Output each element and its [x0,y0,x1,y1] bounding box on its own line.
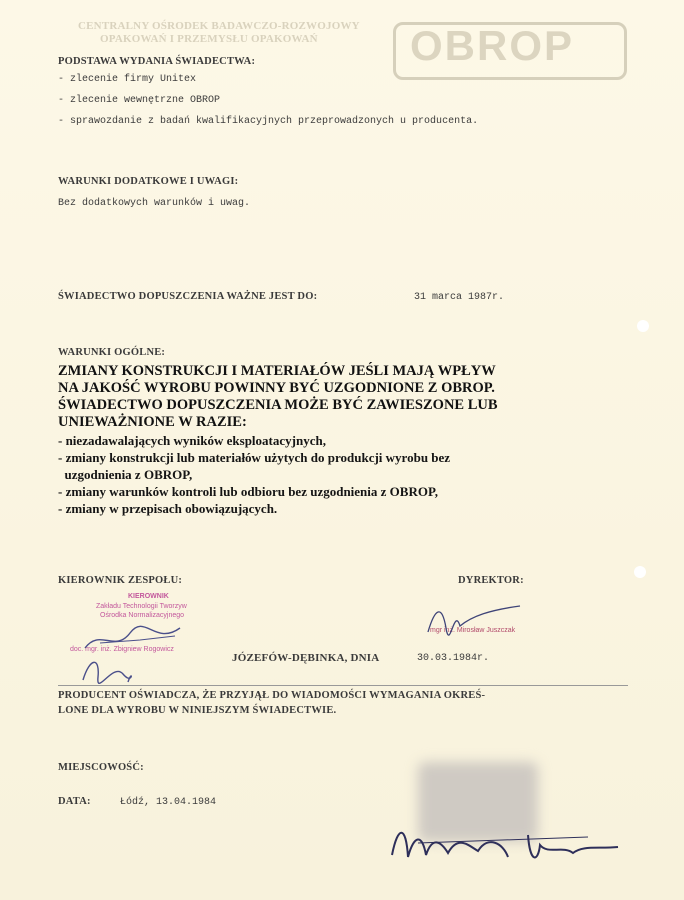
additional-text: Bez dodatkowych warunków i uwag. [58,198,251,209]
stamp-left-line-1: KIEROWNIK [128,593,169,600]
stamp-left-line-2: Zakładu Technologii Tworzyw [96,603,187,610]
producer-statement-line-2: LONE DLA WYROBU W NINIEJSZYM ŚWIADECTWIE. [58,705,337,716]
basis-title: PODSTAWA WYDANIA ŚWIADECTWA: [58,56,256,67]
place-label: MIEJSCOWOŚĆ: [58,762,144,773]
general-item-5: - zmiany w przepisach obowiązujących. [58,501,278,516]
stamp-left-name: doc. mgr. inż. Zbigniew Rogowicz [70,646,174,653]
obrop-logo: OBROP [410,22,575,69]
divider-line [58,685,628,686]
ghost-text-line-2: OPAKOWAŃ I PRZEMYSŁU OPAKOWAŃ [100,33,318,45]
place-date-label: JÓZEFÓW-DĘBINKA, DNIA [232,652,380,664]
basis-item-3: - sprawozdanie z badań kwalifikacyjnych przeprowadzonych u producenta. [58,116,479,127]
validity-value: 31 marca 1987r. [414,292,505,303]
general-item-2: - zmiany konstrukcji lub materiałów użytych do produkcji wyrobu bez [58,450,451,465]
general-bold-line-1: ZMIANY KONSTRUKCJI I MATERIAŁÓW JEŚLI MAJĄ WPŁYW [58,363,496,379]
date-label: DATA: [58,796,91,807]
stamp-left-line-3: Ośrodka Normalizacyjnego [100,612,185,619]
signature-producer [388,815,638,875]
validity-label: ŚWIADECTWO DOPUSZCZENIA WAŻNE JEST DO: [58,291,318,302]
place-date-value: 30.03.1984r. [417,653,490,664]
general-bold-line-4: UNIEWAŻNIONE W RAZIE: [58,414,247,430]
ghost-text-line-1: CENTRALNY OŚRODEK BADAWCZO-ROZWOJOWY [78,20,360,32]
producer-statement-line-1: PRODUCENT OŚWIADCZA, ŻE PRZYJĄŁ DO WIADOMOŚCI WYMAGANIA OKREŚ- [58,690,486,701]
signature-left-2 [78,652,138,688]
date-value: Łódź, 13.04.1984 [120,797,217,808]
additional-title: WARUNKI DODATKOWE I UWAGI: [58,176,239,187]
general-title: WARUNKI OGÓLNE: [58,347,166,358]
signature-right [420,598,530,638]
basis-item-2: - zlecenie wewnętrzne OBROP [58,95,221,106]
director-label: DYREKTOR: [458,575,524,586]
stamp-right-name: mgr inż. Mirosław Juszczak [430,627,516,634]
basis-item-1: - zlecenie firmy Unitex [58,74,197,85]
general-item-3: uzgodnienia z OBROP, [58,467,193,482]
general-item-4: - zmiany warunków kontroli lub odbioru bez uzgodnienia z OBROP, [58,484,438,499]
general-bold-line-3: ŚWIADECTWO DOPUSZCZENIA MOŻE BYĆ ZAWIESZONE LUB [58,397,498,413]
general-item-1: - niezadawalających wyników eksploatacyjnych, [58,433,326,448]
punch-hole-top [637,320,649,332]
general-bold-line-2: NA JAKOŚĆ WYROBU POWINNY BYĆ UZGODNIONE Z OBROP. [58,380,495,396]
team-leader-label: KIEROWNIK ZESPOŁU: [58,575,183,586]
punch-hole-bottom [634,566,646,578]
